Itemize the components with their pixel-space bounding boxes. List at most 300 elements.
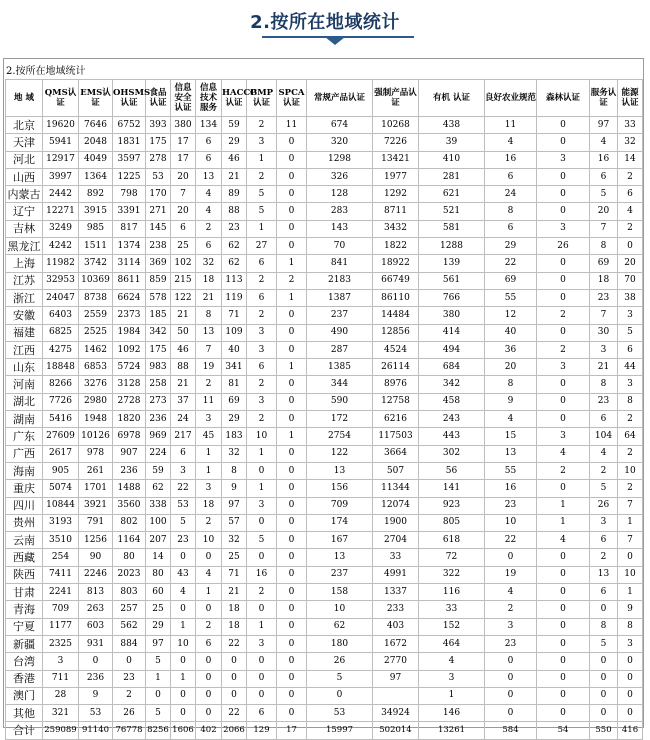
value-cell: 969	[146, 428, 171, 445]
value-cell: 3	[247, 497, 277, 514]
total-value-cell: 416	[618, 722, 643, 739]
total-value-cell: 8256	[146, 722, 171, 739]
value-cell: 0	[485, 705, 537, 722]
value-cell: 0	[277, 635, 307, 652]
value-cell: 4	[171, 584, 196, 601]
value-cell: 0	[247, 462, 277, 479]
value-cell: 590	[307, 393, 373, 410]
value-cell: 16	[590, 151, 618, 168]
value-cell: 21	[171, 307, 196, 324]
value-cell: 0	[171, 601, 196, 618]
table-row	[6, 134, 643, 151]
value-cell: 12	[485, 307, 537, 324]
region-cell: 湖北	[6, 393, 43, 410]
value-cell: 1225	[113, 168, 146, 185]
title-arrow-icon	[325, 37, 345, 45]
value-cell: 46	[171, 341, 196, 358]
value-cell: 320	[307, 134, 373, 151]
region-cell: 陕西	[6, 566, 43, 583]
value-cell: 21	[222, 584, 247, 601]
value-cell: 0	[171, 705, 196, 722]
value-cell: 0	[537, 584, 590, 601]
value-cell: 0	[277, 151, 307, 168]
value-cell: 26	[113, 705, 146, 722]
value-cell: 393	[146, 117, 171, 134]
value-cell: 53	[146, 168, 171, 185]
value-cell: 1	[277, 428, 307, 445]
value-cell: 0	[277, 393, 307, 410]
value-cell: 11	[277, 117, 307, 134]
value-cell: 562	[113, 618, 146, 635]
value-cell: 0	[537, 653, 590, 670]
value-cell: 2048	[79, 134, 113, 151]
value-cell: 8738	[79, 289, 113, 306]
value-cell: 494	[419, 341, 485, 358]
value-cell: 1256	[79, 532, 113, 549]
value-cell: 344	[307, 376, 373, 393]
value-cell: 2183	[307, 272, 373, 289]
value-cell: 19620	[43, 117, 79, 134]
value-cell: 8	[222, 462, 247, 479]
value-cell: 3	[485, 618, 537, 635]
value-cell: 2	[590, 462, 618, 479]
value-cell: 9	[79, 687, 113, 704]
value-cell: 10	[618, 566, 643, 583]
value-cell: 236	[146, 411, 171, 428]
value-cell: 18	[196, 272, 222, 289]
value-cell: 923	[419, 497, 485, 514]
value-cell: 3597	[113, 151, 146, 168]
value-cell: 3	[537, 428, 590, 445]
value-cell: 109	[222, 324, 247, 341]
value-cell: 23	[222, 220, 247, 237]
value-cell: 43	[171, 566, 196, 583]
value-cell: 236	[113, 462, 146, 479]
value-cell: 321	[43, 705, 79, 722]
table-row	[6, 117, 643, 134]
value-cell: 0	[79, 653, 113, 670]
value-cell: 3432	[373, 220, 419, 237]
value-cell: 18	[196, 497, 222, 514]
table-row	[6, 238, 643, 255]
column-header: OHSMS认证	[113, 80, 146, 117]
value-cell: 6	[590, 532, 618, 549]
value-cell: 7	[590, 220, 618, 237]
value-cell: 0	[277, 238, 307, 255]
value-cell: 6	[485, 168, 537, 185]
value-cell: 14	[146, 549, 171, 566]
table-row	[6, 670, 643, 687]
value-cell: 30	[590, 324, 618, 341]
value-cell: 0	[537, 411, 590, 428]
value-cell: 172	[307, 411, 373, 428]
value-cell: 23	[485, 635, 537, 652]
value-cell: 2241	[43, 584, 79, 601]
table-row	[6, 653, 643, 670]
table-row	[6, 532, 643, 549]
value-cell: 2980	[79, 393, 113, 410]
region-cell: 四川	[6, 497, 43, 514]
table-row	[6, 480, 643, 497]
value-cell: 3391	[113, 203, 146, 220]
value-cell: 27	[247, 238, 277, 255]
value-cell: 0	[618, 238, 643, 255]
value-cell: 6	[196, 151, 222, 168]
total-value-cell: 15997	[307, 722, 373, 739]
value-cell: 0	[196, 705, 222, 722]
value-cell: 1	[146, 670, 171, 687]
value-cell: 13	[485, 445, 537, 462]
value-cell: 12271	[43, 203, 79, 220]
value-cell: 6	[485, 220, 537, 237]
value-cell: 37	[171, 393, 196, 410]
value-cell: 302	[419, 445, 485, 462]
column-header: 强制产品认证	[373, 80, 419, 117]
value-cell: 18	[222, 601, 247, 618]
column-header: GMP认证	[247, 80, 277, 117]
value-cell: 29	[222, 411, 247, 428]
value-cell: 2770	[373, 653, 419, 670]
value-cell: 3276	[79, 376, 113, 393]
value-cell: 1672	[373, 635, 419, 652]
table-row	[6, 186, 643, 203]
value-cell: 803	[113, 584, 146, 601]
value-cell: 0	[485, 653, 537, 670]
value-cell: 2	[247, 376, 277, 393]
value-cell: 22	[222, 635, 247, 652]
value-cell: 10	[247, 428, 277, 445]
value-cell: 0	[485, 687, 537, 704]
value-cell: 146	[419, 705, 485, 722]
value-cell: 905	[43, 462, 79, 479]
value-cell: 10268	[373, 117, 419, 134]
total-value-cell: 502014	[373, 722, 419, 739]
value-cell: 55	[485, 289, 537, 306]
value-cell: 7226	[373, 134, 419, 151]
region-cell: 江苏	[6, 272, 43, 289]
value-cell: 243	[419, 411, 485, 428]
value-cell: 217	[171, 428, 196, 445]
region-cell: 天津	[6, 134, 43, 151]
table-row	[6, 601, 643, 618]
value-cell: 2	[618, 480, 643, 497]
value-cell: 0	[277, 618, 307, 635]
value-cell: 38	[618, 289, 643, 306]
table-row	[6, 393, 643, 410]
value-cell: 36	[485, 341, 537, 358]
value-cell: 931	[79, 635, 113, 652]
value-cell: 0	[196, 687, 222, 704]
region-cell: 江西	[6, 341, 43, 358]
page-header	[0, 0, 650, 50]
value-cell: 1387	[307, 289, 373, 306]
value-cell: 236	[79, 670, 113, 687]
value-cell: 122	[171, 289, 196, 306]
value-cell: 2	[113, 687, 146, 704]
value-cell: 9	[485, 393, 537, 410]
value-cell: 342	[419, 376, 485, 393]
value-cell: 88	[171, 359, 196, 376]
value-cell: 104	[590, 428, 618, 445]
table-row	[6, 168, 643, 185]
value-cell: 8266	[43, 376, 79, 393]
value-cell: 709	[307, 497, 373, 514]
total-value-cell: 402	[196, 722, 222, 739]
value-cell: 21	[590, 359, 618, 376]
value-cell: 0	[277, 376, 307, 393]
value-cell: 10126	[79, 428, 113, 445]
value-cell: 2373	[113, 307, 146, 324]
value-cell: 59	[222, 117, 247, 134]
value-cell: 0	[277, 497, 307, 514]
value-cell: 7	[196, 341, 222, 358]
value-cell: 238	[146, 238, 171, 255]
value-cell: 10	[307, 601, 373, 618]
value-cell: 0	[222, 670, 247, 687]
value-cell: 97	[590, 117, 618, 134]
value-cell: 983	[146, 359, 171, 376]
value-cell: 16	[485, 480, 537, 497]
value-cell: 1374	[113, 238, 146, 255]
region-cell: 海南	[6, 462, 43, 479]
region-cell: 福建	[6, 324, 43, 341]
value-cell: 170	[146, 186, 171, 203]
value-cell: 8	[590, 376, 618, 393]
value-cell: 6	[171, 445, 196, 462]
value-cell: 0	[277, 687, 307, 704]
value-cell: 69	[590, 255, 618, 272]
value-cell: 0	[196, 670, 222, 687]
value-cell: 21	[222, 168, 247, 185]
value-cell: 1	[277, 359, 307, 376]
value-cell: 0	[277, 670, 307, 687]
value-cell: 410	[419, 151, 485, 168]
value-cell: 0	[113, 653, 146, 670]
table-body	[6, 117, 643, 740]
value-cell: 24047	[43, 289, 79, 306]
value-cell: 10	[618, 462, 643, 479]
value-cell: 25	[146, 601, 171, 618]
value-cell: 2	[196, 376, 222, 393]
value-cell: 10	[171, 635, 196, 652]
value-cell: 71	[222, 566, 247, 583]
value-cell: 1	[171, 670, 196, 687]
value-cell: 1462	[79, 341, 113, 358]
value-cell: 0	[537, 186, 590, 203]
value-cell: 175	[146, 341, 171, 358]
value-cell: 674	[307, 117, 373, 134]
value-cell: 7726	[43, 393, 79, 410]
value-cell: 19	[196, 359, 222, 376]
value-cell: 273	[146, 393, 171, 410]
value-cell: 55	[485, 462, 537, 479]
value-cell: 4275	[43, 341, 79, 358]
value-cell: 3664	[373, 445, 419, 462]
value-cell: 5	[247, 203, 277, 220]
value-cell: 0	[247, 670, 277, 687]
table-row	[6, 462, 643, 479]
value-cell: 0	[277, 134, 307, 151]
value-cell: 44	[618, 359, 643, 376]
value-cell: 141	[419, 480, 485, 497]
table-caption: 2.按所在地域统计	[6, 66, 86, 77]
value-cell: 3	[171, 462, 196, 479]
table-row	[6, 307, 643, 324]
value-cell: 10	[485, 514, 537, 531]
value-cell: 5	[618, 324, 643, 341]
table-row	[6, 566, 643, 583]
value-cell: 0	[485, 670, 537, 687]
value-cell: 3	[618, 376, 643, 393]
value-cell: 0	[196, 549, 222, 566]
value-cell: 32953	[43, 272, 79, 289]
value-cell: 13	[196, 324, 222, 341]
value-cell: 4	[196, 186, 222, 203]
value-cell: 1	[277, 289, 307, 306]
column-header: 地 域	[6, 80, 43, 117]
total-value-cell: 76778	[113, 722, 146, 739]
column-header: SPCA认证	[277, 80, 307, 117]
value-cell: 438	[419, 117, 485, 134]
value-cell: 4991	[373, 566, 419, 583]
value-cell: 1	[247, 480, 277, 497]
value-cell: 3921	[79, 497, 113, 514]
value-cell: 100	[146, 514, 171, 531]
value-cell: 20	[171, 168, 196, 185]
value-cell: 2	[537, 341, 590, 358]
value-cell: 4524	[373, 341, 419, 358]
value-cell: 798	[113, 186, 146, 203]
value-cell: 6978	[113, 428, 146, 445]
value-cell: 23	[113, 670, 146, 687]
value-cell: 0	[277, 532, 307, 549]
value-cell: 3193	[43, 514, 79, 531]
value-cell: 322	[419, 566, 485, 583]
region-cell: 广西	[6, 445, 43, 462]
column-header: 信息技术服务	[196, 80, 222, 117]
value-cell: 0	[277, 324, 307, 341]
value-cell: 7411	[43, 566, 79, 583]
value-cell: 0	[618, 687, 643, 704]
value-cell: 6	[590, 411, 618, 428]
region-cell: 广东	[6, 428, 43, 445]
region-cell: 贵州	[6, 514, 43, 531]
value-cell: 11	[196, 393, 222, 410]
value-cell: 50	[171, 324, 196, 341]
value-cell: 12758	[373, 393, 419, 410]
value-cell: 2	[485, 601, 537, 618]
value-cell: 134	[196, 117, 222, 134]
value-cell: 0	[277, 220, 307, 237]
value-cell: 1	[537, 514, 590, 531]
value-cell: 1292	[373, 186, 419, 203]
value-cell: 14484	[373, 307, 419, 324]
value-cell: 224	[146, 445, 171, 462]
value-cell: 32	[222, 532, 247, 549]
value-cell: 1511	[79, 238, 113, 255]
value-cell: 0	[537, 117, 590, 134]
value-cell: 0	[277, 549, 307, 566]
column-header: 能源认证	[618, 80, 643, 117]
value-cell: 8	[485, 376, 537, 393]
value-cell: 8	[196, 307, 222, 324]
value-cell: 3560	[113, 497, 146, 514]
value-cell: 1385	[307, 359, 373, 376]
value-cell: 15	[485, 428, 537, 445]
table-header-row	[6, 80, 643, 117]
value-cell: 8	[618, 618, 643, 635]
value-cell: 5	[590, 480, 618, 497]
value-cell: 621	[419, 186, 485, 203]
value-cell: 684	[419, 359, 485, 376]
value-cell: 34924	[373, 705, 419, 722]
value-cell: 805	[419, 514, 485, 531]
value-cell: 2	[196, 514, 222, 531]
value-cell: 8976	[373, 376, 419, 393]
value-cell: 64	[618, 428, 643, 445]
value-cell: 215	[171, 272, 196, 289]
value-cell: 1900	[373, 514, 419, 531]
value-cell: 1	[247, 220, 277, 237]
value-cell: 23	[485, 497, 537, 514]
region-cell: 河北	[6, 151, 43, 168]
value-cell: 2442	[43, 186, 79, 203]
column-header: EMS认证	[79, 80, 113, 117]
value-cell: 1	[196, 462, 222, 479]
value-cell: 766	[419, 289, 485, 306]
total-value-cell: 550	[590, 722, 618, 739]
value-cell: 2023	[113, 566, 146, 583]
value-cell: 4	[485, 134, 537, 151]
value-cell: 6	[247, 255, 277, 272]
value-cell: 791	[79, 514, 113, 531]
value-cell: 3	[537, 151, 590, 168]
value-cell: 0	[537, 670, 590, 687]
value-cell: 6825	[43, 324, 79, 341]
value-cell: 287	[307, 341, 373, 358]
value-cell: 0	[146, 687, 171, 704]
value-cell: 20	[590, 203, 618, 220]
region-cell: 安徽	[6, 307, 43, 324]
value-cell: 1	[618, 584, 643, 601]
value-cell: 22	[485, 255, 537, 272]
value-cell: 53	[79, 705, 113, 722]
value-cell: 5	[146, 705, 171, 722]
value-cell: 5	[247, 532, 277, 549]
value-cell: 3	[618, 307, 643, 324]
value-cell: 0	[196, 601, 222, 618]
value-cell: 29	[222, 134, 247, 151]
value-cell: 403	[373, 618, 419, 635]
value-cell: 1	[419, 687, 485, 704]
value-cell: 113	[222, 272, 247, 289]
value-cell: 17	[171, 134, 196, 151]
value-cell: 4	[590, 445, 618, 462]
value-cell: 2617	[43, 445, 79, 462]
value-cell: 7	[590, 307, 618, 324]
value-cell: 16	[247, 566, 277, 583]
value-cell: 3	[590, 514, 618, 531]
value-cell: 53	[307, 705, 373, 722]
value-cell: 7646	[79, 117, 113, 134]
region-cell: 上海	[6, 255, 43, 272]
value-cell: 11982	[43, 255, 79, 272]
value-cell: 859	[146, 272, 171, 289]
value-cell: 0	[618, 653, 643, 670]
value-cell: 185	[146, 307, 171, 324]
value-cell: 254	[43, 549, 79, 566]
total-value-cell: 129	[247, 722, 277, 739]
